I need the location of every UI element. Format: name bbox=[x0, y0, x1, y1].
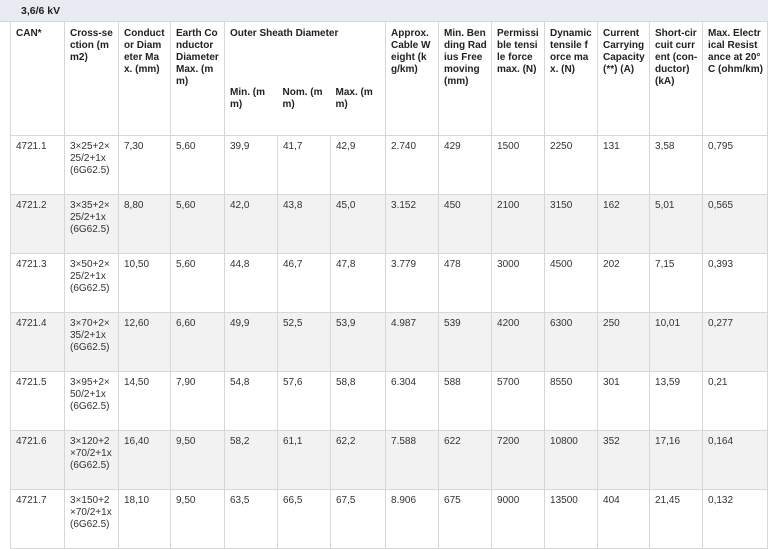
cell-bending-radius: 588 bbox=[439, 372, 492, 431]
cell-conductor-diameter: 18,10 bbox=[119, 490, 171, 549]
cell-conductor-diameter: 14,50 bbox=[119, 372, 171, 431]
table-row bbox=[11, 372, 768, 431]
cell-tensile-force: 3000 bbox=[492, 254, 545, 313]
header-diameter-max: Max. (mm) bbox=[331, 81, 386, 136]
table-row bbox=[11, 313, 768, 372]
cell-cross-section: 3×70+2×35/2+1x(6G62.5) bbox=[65, 313, 119, 372]
cell-outer-diameter-nom: 57,6 bbox=[278, 372, 331, 431]
cell-cable-weight: 4.987 bbox=[386, 313, 439, 372]
cell-cross-section: 3×50+2×25/2+1x(6G62.5) bbox=[65, 254, 119, 313]
cell-electrical-resistance: 0,565 bbox=[703, 195, 768, 254]
cell-cable-weight: 3.779 bbox=[386, 254, 439, 313]
cell-short-circuit-current: 10,01 bbox=[650, 313, 703, 372]
cell-cable-weight: 2.740 bbox=[386, 136, 439, 195]
cell-electrical-resistance: 0,132 bbox=[703, 490, 768, 549]
cell-outer-diameter-min: 42,0 bbox=[225, 195, 278, 254]
cell-dynamic-tensile-force: 3150 bbox=[545, 195, 598, 254]
header-cable-weight: Approx. Cable Weight (kg/km) bbox=[386, 22, 439, 136]
cell-earth-conductor-diameter: 5,60 bbox=[171, 136, 225, 195]
header-short-circuit-current: Short-circuit current (con-ductor) (kA) bbox=[650, 22, 703, 136]
cell-cross-section: 3×95+2×50/2+1x(6G62.5) bbox=[65, 372, 119, 431]
cell-can: 4721.7 bbox=[11, 490, 65, 549]
cell-current-capacity: 301 bbox=[598, 372, 650, 431]
cell-outer-diameter-min: 54,8 bbox=[225, 372, 278, 431]
cell-outer-diameter-max: 42,9 bbox=[331, 136, 386, 195]
cell-can: 4721.5 bbox=[11, 372, 65, 431]
cell-bending-radius: 450 bbox=[439, 195, 492, 254]
cell-outer-diameter-nom: 46,7 bbox=[278, 254, 331, 313]
cell-outer-diameter-nom: 52,5 bbox=[278, 313, 331, 372]
header-outer-sheath-diameter: Outer Sheath Diameter bbox=[225, 22, 386, 82]
cell-bending-radius: 675 bbox=[439, 490, 492, 549]
cell-outer-diameter-max: 47,8 bbox=[331, 254, 386, 313]
cell-outer-diameter-nom: 66,5 bbox=[278, 490, 331, 549]
cell-cross-section: 3×120+2×70/2+1x(6G62.5) bbox=[65, 431, 119, 490]
table-row bbox=[11, 136, 768, 195]
cell-outer-diameter-nom: 41,7 bbox=[278, 136, 331, 195]
cell-dynamic-tensile-force: 6300 bbox=[545, 313, 598, 372]
cell-tensile-force: 2100 bbox=[492, 195, 545, 254]
table-header bbox=[11, 22, 768, 136]
cable-spec-table bbox=[10, 21, 768, 549]
header-diameter-nom: Nom. (mm) bbox=[278, 81, 331, 136]
cell-outer-diameter-min: 58,2 bbox=[225, 431, 278, 490]
cell-tensile-force: 1500 bbox=[492, 136, 545, 195]
cell-current-capacity: 162 bbox=[598, 195, 650, 254]
header-tensile-force: Permissible tensile force max. (N) bbox=[492, 22, 545, 136]
cell-bending-radius: 429 bbox=[439, 136, 492, 195]
cell-outer-diameter-max: 58,8 bbox=[331, 372, 386, 431]
cell-current-capacity: 404 bbox=[598, 490, 650, 549]
cell-conductor-diameter: 10,50 bbox=[119, 254, 171, 313]
header-diameter-min: Min. (mm) bbox=[225, 81, 278, 136]
cell-conductor-diameter: 12,60 bbox=[119, 313, 171, 372]
cell-electrical-resistance: 0,21 bbox=[703, 372, 768, 431]
cell-electrical-resistance: 0,795 bbox=[703, 136, 768, 195]
cell-earth-conductor-diameter: 5,60 bbox=[171, 254, 225, 313]
cell-cable-weight: 3.152 bbox=[386, 195, 439, 254]
cell-current-capacity: 250 bbox=[598, 313, 650, 372]
cell-earth-conductor-diameter: 9,50 bbox=[171, 490, 225, 549]
cell-tensile-force: 5700 bbox=[492, 372, 545, 431]
cell-electrical-resistance: 0,164 bbox=[703, 431, 768, 490]
table-row bbox=[11, 431, 768, 490]
cell-outer-diameter-max: 45,0 bbox=[331, 195, 386, 254]
cell-outer-diameter-min: 63,5 bbox=[225, 490, 278, 549]
cell-outer-diameter-nom: 43,8 bbox=[278, 195, 331, 254]
cell-conductor-diameter: 16,40 bbox=[119, 431, 171, 490]
cell-dynamic-tensile-force: 10800 bbox=[545, 431, 598, 490]
cell-can: 4721.2 bbox=[11, 195, 65, 254]
cell-cable-weight: 6.304 bbox=[386, 372, 439, 431]
cell-cable-weight: 8.906 bbox=[386, 490, 439, 549]
cell-short-circuit-current: 5,01 bbox=[650, 195, 703, 254]
cell-tensile-force: 4200 bbox=[492, 313, 545, 372]
cell-dynamic-tensile-force: 13500 bbox=[545, 490, 598, 549]
cell-bending-radius: 622 bbox=[439, 431, 492, 490]
cell-short-circuit-current: 17,16 bbox=[650, 431, 703, 490]
cell-dynamic-tensile-force: 4500 bbox=[545, 254, 598, 313]
cell-electrical-resistance: 0,277 bbox=[703, 313, 768, 372]
section-title: 3,6/6 kV bbox=[0, 0, 768, 22]
cell-outer-diameter-min: 49,9 bbox=[225, 313, 278, 372]
cell-outer-diameter-min: 44,8 bbox=[225, 254, 278, 313]
cell-current-capacity: 131 bbox=[598, 136, 650, 195]
cell-dynamic-tensile-force: 8550 bbox=[545, 372, 598, 431]
header-electrical-resistance: Max. Electrical Resistance at 20°C (ohm/km) bbox=[703, 22, 768, 136]
cell-tensile-force: 7200 bbox=[492, 431, 545, 490]
header-conductor-diameter: Conductor Diameter Max. (mm) bbox=[119, 22, 171, 136]
cell-outer-diameter-min: 39,9 bbox=[225, 136, 278, 195]
header-earth-conductor: Earth Conductor Diameter Max. (mm) bbox=[171, 22, 225, 136]
cell-can: 4721.4 bbox=[11, 313, 65, 372]
cell-conductor-diameter: 7,30 bbox=[119, 136, 171, 195]
table-row bbox=[11, 254, 768, 313]
header-bending-radius: Min. Bending Radius Free moving (mm) bbox=[439, 22, 492, 136]
cell-short-circuit-current: 7,15 bbox=[650, 254, 703, 313]
cell-current-capacity: 352 bbox=[598, 431, 650, 490]
cell-earth-conductor-diameter: 5,60 bbox=[171, 195, 225, 254]
cell-earth-conductor-diameter: 6,60 bbox=[171, 313, 225, 372]
cell-outer-diameter-nom: 61,1 bbox=[278, 431, 331, 490]
cell-cable-weight: 7.588 bbox=[386, 431, 439, 490]
cell-electrical-resistance: 0,393 bbox=[703, 254, 768, 313]
cell-bending-radius: 539 bbox=[439, 313, 492, 372]
cell-earth-conductor-diameter: 9,50 bbox=[171, 431, 225, 490]
cell-dynamic-tensile-force: 2250 bbox=[545, 136, 598, 195]
cell-earth-conductor-diameter: 7,90 bbox=[171, 372, 225, 431]
cell-conductor-diameter: 8,80 bbox=[119, 195, 171, 254]
header-dynamic-tensile-force: Dynamic tensile force max. (N) bbox=[545, 22, 598, 136]
cell-can: 4721.1 bbox=[11, 136, 65, 195]
cell-outer-diameter-max: 53,9 bbox=[331, 313, 386, 372]
cell-outer-diameter-max: 67,5 bbox=[331, 490, 386, 549]
cell-tensile-force: 9000 bbox=[492, 490, 545, 549]
table-row bbox=[11, 195, 768, 254]
cell-can: 4721.3 bbox=[11, 254, 65, 313]
table-body bbox=[11, 136, 768, 549]
header-current-capacity: Current Carrying Capacity (**) (A) bbox=[598, 22, 650, 136]
cell-short-circuit-current: 13,59 bbox=[650, 372, 703, 431]
header-can: CAN* bbox=[11, 22, 65, 136]
cell-short-circuit-current: 21,45 bbox=[650, 490, 703, 549]
cell-can: 4721.6 bbox=[11, 431, 65, 490]
cell-cross-section: 3×150+2×70/2+1x(6G62.5) bbox=[65, 490, 119, 549]
cell-short-circuit-current: 3,58 bbox=[650, 136, 703, 195]
cell-outer-diameter-max: 62,2 bbox=[331, 431, 386, 490]
cell-cross-section: 3×35+2×25/2+1x(6G62.5) bbox=[65, 195, 119, 254]
header-cross-section: Cross-section (mm2) bbox=[65, 22, 119, 136]
cell-current-capacity: 202 bbox=[598, 254, 650, 313]
table-row bbox=[11, 490, 768, 549]
cell-bending-radius: 478 bbox=[439, 254, 492, 313]
cell-cross-section: 3×25+2×25/2+1x(6G62.5) bbox=[65, 136, 119, 195]
